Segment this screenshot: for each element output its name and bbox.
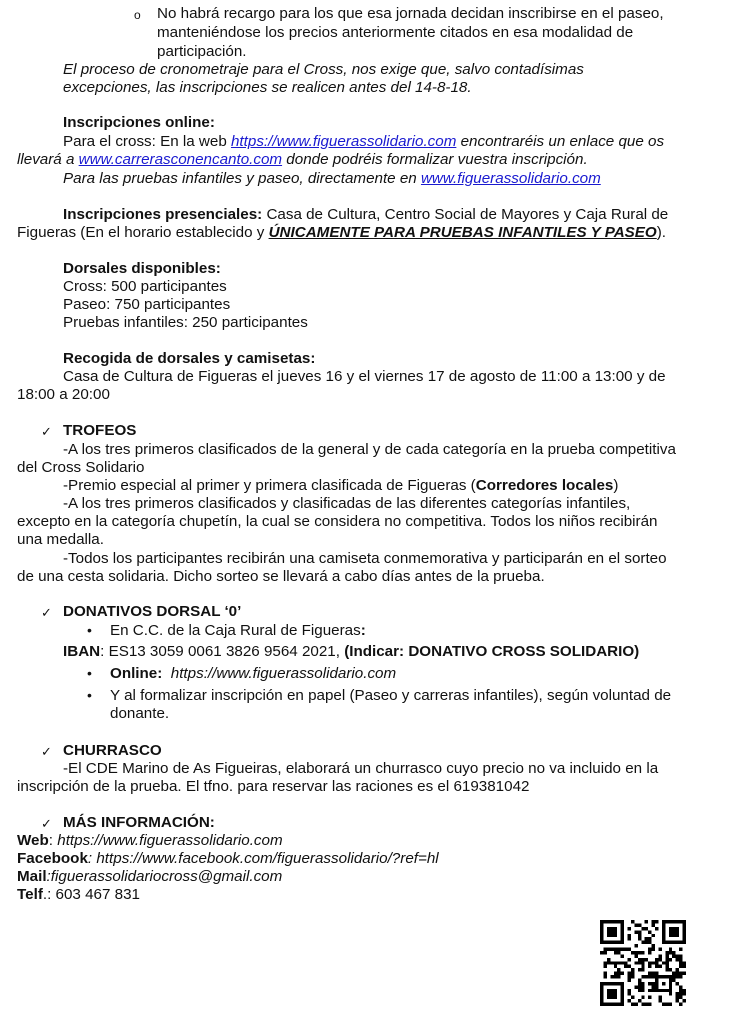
qr-module <box>652 948 655 951</box>
donativos-item-1 <box>110 622 366 640</box>
qr-module <box>669 948 672 951</box>
qr-module <box>669 1003 672 1006</box>
qr-module <box>607 927 617 937</box>
qr-module <box>679 1003 682 1006</box>
qr-module <box>652 972 655 975</box>
qr-module <box>628 958 631 961</box>
qr-module <box>652 989 655 992</box>
qr-module <box>641 927 644 930</box>
qr-module <box>610 975 613 978</box>
qr-module <box>645 975 648 978</box>
qr-module <box>652 985 655 988</box>
qr-module <box>641 996 644 999</box>
qr-module <box>648 951 651 954</box>
qr-module <box>679 965 682 968</box>
qr-module <box>628 975 631 978</box>
qr-module <box>614 951 617 954</box>
qr-module <box>676 975 679 978</box>
qr-module <box>638 999 641 1002</box>
qr-module <box>624 948 627 951</box>
qr-module <box>665 965 668 968</box>
online-line-2 <box>17 151 588 169</box>
qr-module <box>628 999 631 1002</box>
qr-code-icon <box>600 920 686 1006</box>
qr-module <box>628 989 631 992</box>
qr-module <box>665 961 668 964</box>
qr-module <box>638 958 641 961</box>
donativos-section-title: DONATIVOS DORSAL ‘0’ <box>63 603 242 620</box>
qr-module <box>628 965 631 968</box>
qr-module <box>652 982 655 985</box>
check-icon: ✓ <box>41 605 52 620</box>
qr-module <box>669 951 672 954</box>
dorsales-section-title: Dorsales disponibles: <box>63 260 221 277</box>
info-web-value[interactable]: https://www.figuerassolidario.com <box>57 832 283 849</box>
trofeos-p1-line-2: del Cross Solidario <box>17 459 145 476</box>
qr-module <box>638 923 641 926</box>
online-line-1-suffix: encontraréis un enlace que os <box>456 133 665 150</box>
qr-module <box>638 982 641 985</box>
qr-module <box>645 958 648 961</box>
qr-module <box>641 985 644 988</box>
qr-module <box>652 934 655 937</box>
qr-module <box>638 978 641 981</box>
intro-note-line-1: El proceso de cronometraje para el Cross, nos exige que, salvo contadísimas <box>63 61 584 78</box>
qr-module <box>638 985 641 988</box>
qr-module <box>631 951 634 954</box>
iban-label: IBAN <box>63 643 101 660</box>
presencial-line-1 <box>63 206 668 224</box>
qr-module <box>641 965 644 968</box>
intro-bullet-line-3: participación. <box>157 43 247 60</box>
trofeos-p3-line-1: -A los tres primeros clasificados y clasificadas de las diferentes categorías infantiles, <box>63 495 631 512</box>
qr-module <box>679 961 682 964</box>
donativos-item-3-line-2: donante. <box>110 705 170 722</box>
qr-module <box>617 968 620 971</box>
bullet-dot-icon: • <box>87 687 92 703</box>
qr-module <box>648 941 651 944</box>
qr-module <box>607 958 610 961</box>
qr-module <box>672 972 675 975</box>
qr-module <box>662 1003 665 1006</box>
intro-note-line-2: excepciones, las inscripciones se realicen antes del 14-8-18. <box>63 79 472 96</box>
qr-module <box>665 1003 668 1006</box>
qr-module <box>610 948 613 951</box>
qr-module <box>641 982 644 985</box>
qr-module <box>638 961 641 964</box>
qr-module <box>679 958 682 961</box>
qr-module <box>679 948 682 951</box>
qr-module <box>628 972 631 975</box>
presencial-emphasis: ÚNICAMENTE PARA PRUEBAS INFANTILES Y PASEO <box>268 224 657 241</box>
carrerasconencanto-link[interactable]: www.carrerasconencanto.com <box>78 151 283 168</box>
info-facebook-line: Facebook: https://www.facebook.com/figuerassolidario/?ref=hl <box>17 850 439 867</box>
qr-module <box>617 972 620 975</box>
qr-module <box>683 961 686 964</box>
qr-module <box>628 978 631 981</box>
qr-module <box>652 944 655 947</box>
qr-module <box>679 992 682 995</box>
churrasco-section-title: CHURRASCO <box>63 742 162 759</box>
qr-module <box>645 920 648 923</box>
qr-module <box>631 996 634 999</box>
qr-module <box>679 985 682 988</box>
qr-module <box>676 992 679 995</box>
qr-module <box>676 996 679 999</box>
trofeos-p1-line-1: -A los tres primeros clasificados de la general y de cada categoría en la prueba competitiva <box>63 441 676 458</box>
info-web-line: Web: https://www.figuerassolidario.com <box>17 832 283 849</box>
qr-module <box>634 951 637 954</box>
check-icon: ✓ <box>41 424 52 439</box>
qr-module <box>634 961 637 964</box>
dorsales-item: Cross: 500 participantes <box>63 278 227 295</box>
trofeos-p4-line-1: -Todos los participantes recibirán una camiseta conmemorativa y participarán en el sorteo <box>63 550 667 567</box>
qr-module <box>662 961 665 964</box>
qr-module <box>679 989 682 992</box>
qr-module <box>603 951 606 954</box>
qr-module <box>634 923 637 926</box>
recogida-section-title: Recogida de dorsales y camisetas: <box>63 350 316 367</box>
qr-module <box>617 961 620 964</box>
qr-module <box>648 948 651 951</box>
info-facebook-label: Facebook <box>17 850 88 867</box>
qr-module <box>665 954 668 957</box>
info-mail-value[interactable]: figuerassolidariocross@gmail.com <box>50 868 283 885</box>
qr-module <box>679 954 682 957</box>
qr-module <box>638 934 641 937</box>
qr-module <box>641 975 644 978</box>
bullet-dot-icon: • <box>87 665 92 681</box>
qr-module <box>624 961 627 964</box>
qr-module <box>634 985 637 988</box>
qr-module <box>676 958 679 961</box>
qr-module <box>665 951 668 954</box>
qr-module <box>672 951 675 954</box>
qr-module <box>648 972 651 975</box>
churrasco-line-1: -El CDE Marino de As Figueiras, elaborará un churrasco cuyo precio no va incluido en la <box>63 760 659 777</box>
qr-module <box>638 930 641 933</box>
qr-module <box>648 989 651 992</box>
qr-module <box>648 996 651 999</box>
qr-module <box>679 975 682 978</box>
trofeos-p3-line-3: una medalla. <box>17 531 104 548</box>
qr-module <box>631 975 634 978</box>
qr-module <box>617 975 620 978</box>
churrasco-line-2: inscripción de la prueba. El tfno. para reservar las raciones es el 619381042 <box>17 778 530 795</box>
qr-module <box>610 961 613 964</box>
qr-module <box>645 927 648 930</box>
qr-module <box>648 937 651 940</box>
qr-module <box>628 992 631 995</box>
trofeos-section-title: TROFEOS <box>63 422 137 439</box>
online-section-title: Inscripciones online: <box>63 114 215 131</box>
qr-module <box>683 992 686 995</box>
trofeos-p4-line-2: de una cesta solidaria. Dicho sorteo se llevará a cabo días antes de la prueba. <box>17 568 545 585</box>
qr-module <box>683 989 686 992</box>
qr-module <box>628 934 631 937</box>
qr-module <box>641 989 644 992</box>
qr-module <box>603 965 606 968</box>
qr-module <box>652 975 655 978</box>
qr-module <box>628 927 631 930</box>
check-icon: ✓ <box>41 744 52 759</box>
figuerassolidario-www-link[interactable]: www.figuerassolidario.com <box>420 170 601 187</box>
qr-module <box>617 951 620 954</box>
qr-module <box>641 941 644 944</box>
donativos-item-1-text: En C.C. de la Caja Rural de Figueras <box>110 622 361 639</box>
qr-module <box>621 972 624 975</box>
trofeos-p2 <box>63 477 618 495</box>
qr-module <box>658 948 661 951</box>
qr-module <box>655 958 658 961</box>
qr-module <box>658 954 661 957</box>
presencial-line-2-suffix: ). <box>656 224 667 241</box>
qr-module <box>658 996 661 999</box>
qr-module <box>683 965 686 968</box>
trofeos-p2-bold: Corredores locales <box>475 477 614 494</box>
donativos-item-3-line-1: Y al formalizar inscripción en papel (Paseo y carreras infantiles), según voluntad de <box>110 687 672 704</box>
qr-module <box>662 982 665 985</box>
qr-module <box>652 961 655 964</box>
qr-module <box>645 937 648 940</box>
qr-module <box>648 930 651 933</box>
qr-module <box>641 968 644 971</box>
qr-module <box>600 951 603 954</box>
qr-module <box>652 923 655 926</box>
qr-module <box>655 920 658 923</box>
online-line-3 <box>63 170 601 188</box>
trofeos-p2-suffix: ) <box>613 477 619 494</box>
info-telf-label: Telf <box>17 886 43 903</box>
qr-module <box>665 958 668 961</box>
online-line-2-suffix: donde podréis formalizar vuestra inscripción. <box>282 151 588 168</box>
qr-module <box>679 996 682 999</box>
iban-note: (Indicar: DONATIVO CROSS SOLIDARIO) <box>344 643 640 660</box>
qr-module <box>652 920 655 923</box>
qr-module <box>631 972 634 975</box>
online-line-1 <box>63 133 664 151</box>
qr-module <box>683 999 686 1002</box>
qr-module <box>614 965 617 968</box>
qr-module <box>614 948 617 951</box>
qr-module <box>655 965 658 968</box>
qr-module <box>603 972 606 975</box>
presencial-line-1-rest: Casa de Cultura, Centro Social de Mayores y Caja Rural de <box>262 206 669 223</box>
online-line-3-prefix: Para las pruebas infantiles y paseo, directamente en <box>63 170 421 187</box>
qr-module <box>679 972 682 975</box>
qr-module <box>621 948 624 951</box>
qr-module <box>658 999 661 1002</box>
iban-line <box>63 643 639 661</box>
qr-module <box>645 941 648 944</box>
check-icon: ✓ <box>41 816 52 831</box>
presencial-line-2-prefix: Figueras (En el horario establecido y <box>17 224 269 241</box>
info-mail-label: Mail <box>17 868 47 885</box>
qr-module <box>631 1003 634 1006</box>
qr-module <box>617 948 620 951</box>
qr-module <box>641 958 644 961</box>
bullet-dot-icon: • <box>87 622 92 638</box>
online-line-1-prefix: Para el cross: En la web <box>63 133 231 150</box>
qr-module <box>676 968 679 971</box>
qr-module <box>648 982 651 985</box>
intro-bullet-line-2: manteniéndose los precios anteriormente citados en esa modalidad de <box>157 24 634 41</box>
qr-module <box>683 972 686 975</box>
qr-module <box>614 972 617 975</box>
info-web-label: Web <box>17 832 49 849</box>
qr-module <box>607 961 610 964</box>
qr-module <box>676 999 679 1002</box>
info-telf-line <box>17 886 140 904</box>
qr-module <box>676 982 679 985</box>
online-line-2-prefix: llevará a <box>17 151 79 168</box>
qr-module <box>655 961 658 964</box>
intro-bullet-line-1: No habrá recargo para los que esa jornada decidan inscribirse en el paseo, <box>157 5 664 22</box>
qr-module <box>607 948 610 951</box>
qr-module <box>638 968 641 971</box>
qr-module <box>672 975 675 978</box>
qr-module <box>676 972 679 975</box>
qr-module <box>614 975 617 978</box>
qr-module <box>634 1003 637 1006</box>
presencial-section-title: Inscripciones presenciales: <box>63 206 263 223</box>
qr-module <box>669 927 679 937</box>
qr-module <box>603 961 606 964</box>
donativos-online-label: Online: <box>110 665 163 682</box>
trofeos-p2-prefix: -Premio especial al primer y primera clasificada de Figueras ( <box>63 477 476 494</box>
qr-module <box>658 965 661 968</box>
qr-module <box>669 958 672 961</box>
presencial-line-2 <box>17 224 666 242</box>
donativos-online-url[interactable]: https://www.figuerassolidario.com <box>170 665 397 682</box>
qr-module <box>648 975 651 978</box>
trofeos-p3-line-2: excepto en la categoría chupetín, la cual se considera no competitiva. Todos los niños recibirán <box>17 513 658 530</box>
figuerassolidario-https-link[interactable]: https://www.figuerassolidario.com <box>230 133 457 150</box>
qr-module <box>672 954 675 957</box>
qr-module <box>603 975 606 978</box>
qr-module <box>638 951 641 954</box>
dorsales-item: Paseo: 750 participantes <box>63 296 231 313</box>
qr-module <box>638 989 641 992</box>
qr-module <box>631 968 634 971</box>
qr-module <box>628 948 631 951</box>
info-telf-value: .: 603 467 831 <box>42 886 140 903</box>
qr-module <box>634 944 637 947</box>
qr-module <box>648 961 651 964</box>
qr-module <box>658 958 661 961</box>
qr-module <box>638 937 641 940</box>
qr-module <box>655 927 658 930</box>
circle-bullet-icon: o <box>134 8 141 22</box>
qr-module <box>648 1003 651 1006</box>
qr-module <box>614 961 617 964</box>
qr-module <box>676 954 679 957</box>
donativos-online-line <box>110 665 396 683</box>
qr-module <box>634 954 637 957</box>
info-facebook-value[interactable]: https://www.facebook.com/figuerassolidario/?ref=hl <box>96 850 439 867</box>
recogida-line-1: Casa de Cultura de Figueras el jueves 16 y el viernes 17 de agosto de 11:00 a 13:00 y de <box>63 368 666 385</box>
qr-module <box>631 920 634 923</box>
qr-module <box>621 961 624 964</box>
iban-value: : ES13 3059 0061 3826 9564 2021, <box>100 643 345 660</box>
qr-module <box>624 965 627 968</box>
qr-module <box>648 965 651 968</box>
qr-module <box>645 1003 648 1006</box>
qr-module <box>628 937 631 940</box>
qr-module <box>641 1003 644 1006</box>
qr-module <box>603 948 606 951</box>
qr-module <box>672 978 675 981</box>
qr-module <box>665 968 668 971</box>
info-mail-line: Mail:figuerassolidariocross@gmail.com <box>17 868 283 885</box>
dorsales-item: Pruebas infantiles: 250 participantes <box>63 314 308 331</box>
qr-module <box>641 951 644 954</box>
recogida-line-2: 18:00 a 20:00 <box>17 386 110 403</box>
qr-module <box>669 968 672 971</box>
donativos-item-1-colon: : <box>360 622 366 639</box>
qr-module <box>641 961 644 964</box>
qr-module <box>669 992 672 995</box>
qr-module <box>607 989 617 999</box>
qr-module <box>655 972 658 975</box>
info-section-title: MÁS INFORMACIÓN: <box>63 814 215 831</box>
qr-module <box>634 930 637 933</box>
qr-module <box>621 954 624 957</box>
